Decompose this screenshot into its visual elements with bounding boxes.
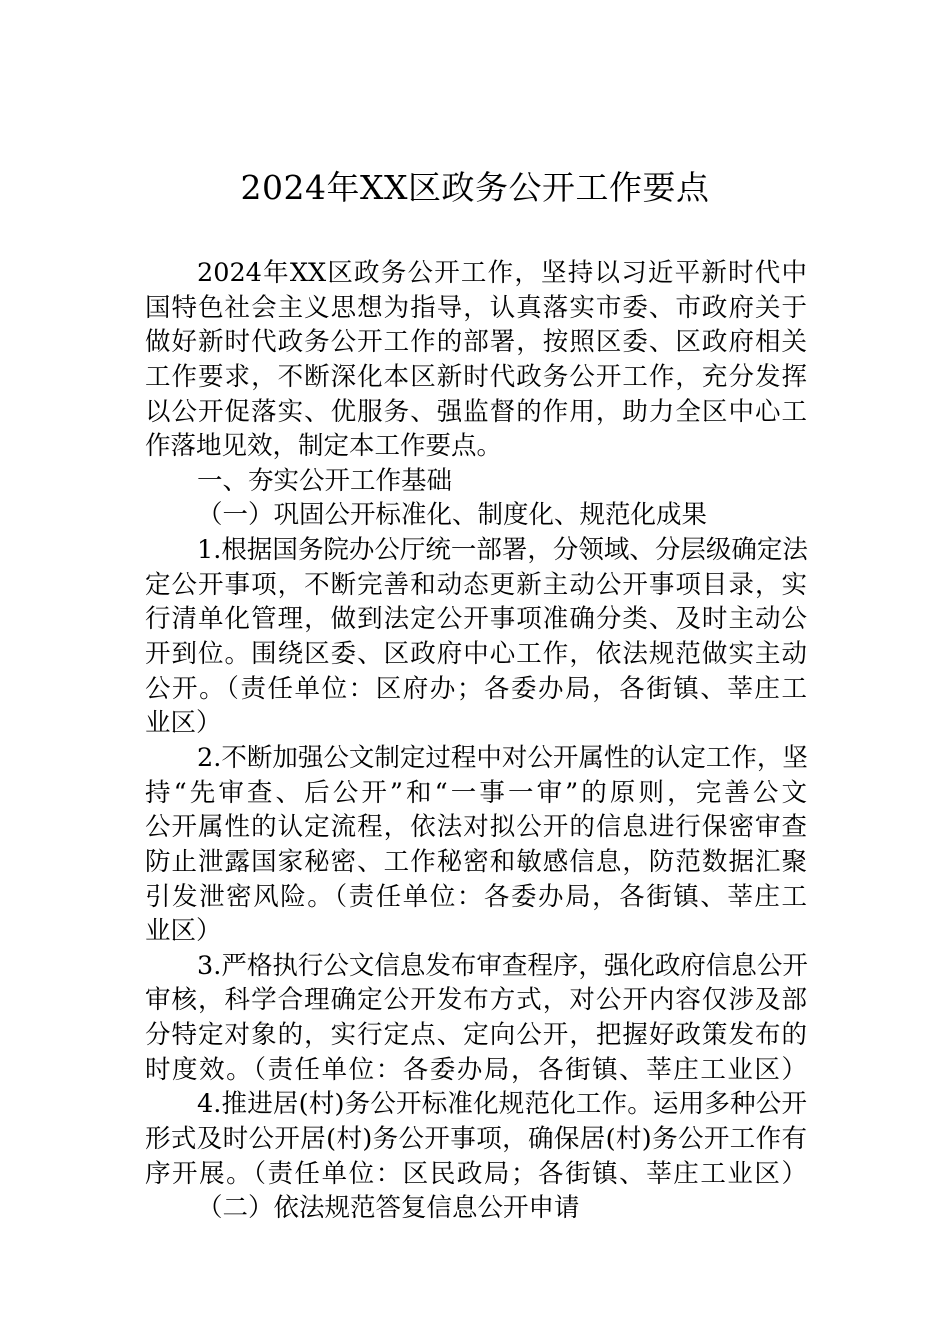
document-title: 2024年XX区政务公开工作要点	[240, 168, 710, 207]
text-line: 序开展。（责任单位：区民政局；各街镇、莘庄工业区）	[145, 1158, 807, 1189]
text-line: 作落地见效，制定本工作要点。	[145, 431, 503, 462]
text-line: 行清单化管理，做到法定公开事项准确分类、及时主动公	[145, 604, 807, 635]
text-line: 以公开促落实、优服务、强监督的作用，助力全区中心工	[145, 396, 807, 427]
text-line: 业区）	[145, 916, 222, 947]
text-line: 2.不断加强公文制定过程中对公开属性的认定工作，坚	[197, 742, 808, 773]
text-line: 3.严格执行公文信息发布审查程序，强化政府信息公开	[197, 950, 808, 981]
text-line: 开到位。围绕区委、区政府中心工作，依法规范做实主动	[145, 639, 807, 670]
text-line: 做好新时代政务公开工作的部署，按照区委、区政府相关	[145, 327, 807, 358]
text-line: （一）巩固公开标准化、制度化、规范化成果	[197, 500, 708, 531]
text-line: 持“先审查、后公开”和“一事一审”的原则，完善公文	[145, 777, 807, 808]
text-line: 形式及时公开居(村)务公开事项，确保居(村)务公开工作有	[145, 1124, 807, 1155]
text-line: 引发泄密风险。（责任单位：各委办局，各街镇、莘庄工	[145, 881, 807, 912]
text-line: 国特色社会主义思想为指导，认真落实市委、市政府关于	[145, 292, 807, 323]
text-line: 时度效。（责任单位：各委办局，各街镇、莘庄工业区）	[145, 1054, 807, 1085]
text-line: 业区）	[145, 708, 222, 739]
text-line: 1.根据国务院办公厅统一部署，分领域、分层级确定法	[197, 535, 808, 566]
text-line: 4.推进居(村)务公开标准化规范化工作。运用多种公开	[197, 1089, 807, 1120]
text-line: 防止泄露国家秘密、工作秘密和敏感信息，防范数据汇聚	[145, 846, 807, 877]
text-line: 工作要求，不断深化本区新时代政务公开工作，充分发挥	[145, 361, 807, 392]
text-line: 公开属性的认定流程，依法对拟公开的信息进行保密审查	[145, 812, 807, 843]
text-line: 审核，科学合理确定公开发布方式，对公开内容仅涉及部	[145, 985, 807, 1016]
text-line: （二）依法规范答复信息公开申请	[197, 1193, 580, 1224]
text-line: 2024年XX区政务公开工作，坚持以习近平新时代中	[197, 258, 807, 288]
text-line: 一、夯实公开工作基础	[197, 465, 453, 496]
document-body	[145, 256, 807, 1226]
text-line: 公开。（责任单位：区府办；各委办局，各街镇、莘庄工	[145, 673, 807, 704]
text-line: 分特定对象的，实行定点、定向公开，把握好政策发布的	[145, 1020, 807, 1051]
text-line: 定公开事项，不断完善和动态更新主动公开事项目录，实	[145, 569, 807, 600]
